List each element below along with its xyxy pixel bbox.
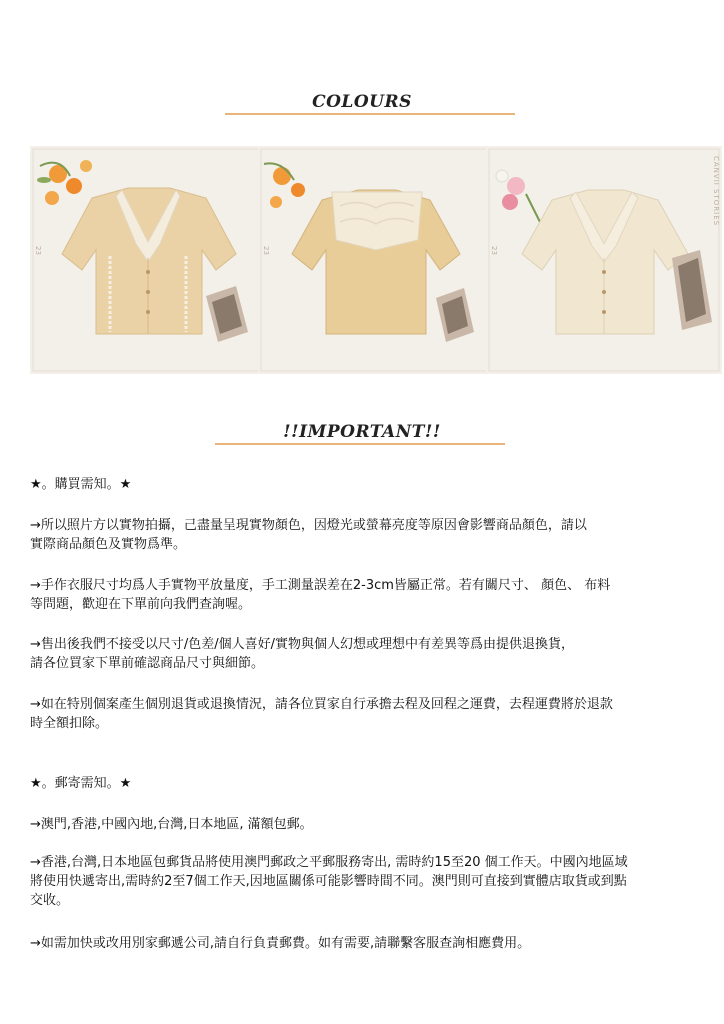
number-text: 23 <box>490 246 498 255</box>
number-text: 23 <box>262 246 270 255</box>
text-line: 將使用快遞寄出,需時約2至7個工作天,因地區關係可能影響時間不同。澳門則可直接到實體店取貨或到點 <box>30 874 627 889</box>
text-line: →如需加快或改用別家郵遞公司,請自行負責郵費。如有需要,請聯繫客服查詢相應費用。 <box>30 936 531 951</box>
text-line: 實際商品顏色及實物爲準。 <box>30 537 187 552</box>
text-line: →所以照片方以實物拍攝，己盡量呈現實物顏色，因燈光或螢幕亮度等原因會影響商品顏色，請以 <box>30 518 587 533</box>
text-line: 時全額扣除。 <box>30 716 109 731</box>
purchase-title: ★。購買需知。★ <box>30 477 132 492</box>
shipping-paragraph-3 <box>30 934 690 953</box>
product-photo-yellow[interactable] <box>258 146 494 374</box>
shipping-title: ★。郵寄需知。★ <box>30 776 132 791</box>
purchase-paragraph-3 <box>30 635 690 673</box>
shipping-paragraph-2 <box>30 853 690 910</box>
product-photo-apricot[interactable] <box>30 146 266 374</box>
text-line: →售出後我們不接受以尺寸/色差/個人喜好/實物與個人幻想或理想中有差異等爲由提供退換貨， <box>30 637 575 652</box>
text-line: 請各位買家下單前確認商品尺寸與細節。 <box>30 656 265 671</box>
important-heading-underline <box>215 443 505 445</box>
purchase-paragraph-2 <box>30 576 690 614</box>
text-line: →如在特別個案產生個別退貨或退換情況，請各位買家自行承擔去程及回程之運費，去程運費將於退款 <box>30 697 613 712</box>
text-line: →香港,台灣,日本地區包郵貨品將使用澳門郵政之平郵服務寄出, 需時約15至20 個工作天。中國內地區域 <box>30 855 628 870</box>
brand-tag-text: CANVII STORIES <box>712 156 720 227</box>
important-heading: !!IMPORTANT!! <box>283 422 441 442</box>
text-line: →澳門,香港,中國內地,台灣,日本地區, 滿額包郵。 <box>30 817 313 832</box>
product-photo-cream[interactable] <box>486 146 722 374</box>
purchase-paragraph-4 <box>30 695 690 733</box>
text-line: →手作衣服尺寸均爲人手實物平放量度，手工測量誤差在2-3cm皆屬正常。若有關尺寸、 顏色、 布料 <box>30 578 611 593</box>
shipping-paragraph-1 <box>30 815 690 834</box>
shipping-notes <box>30 774 690 793</box>
colours-heading: COLOURS <box>312 92 412 112</box>
purchase-notes <box>30 475 690 494</box>
purchase-paragraph-1 <box>30 516 690 554</box>
text-line: 交收。 <box>30 893 70 908</box>
text-line: 等問題，歡迎在下單前向我們查詢喔。 <box>30 597 252 612</box>
colours-heading-underline <box>225 113 515 115</box>
number-text: 23 <box>34 246 42 255</box>
